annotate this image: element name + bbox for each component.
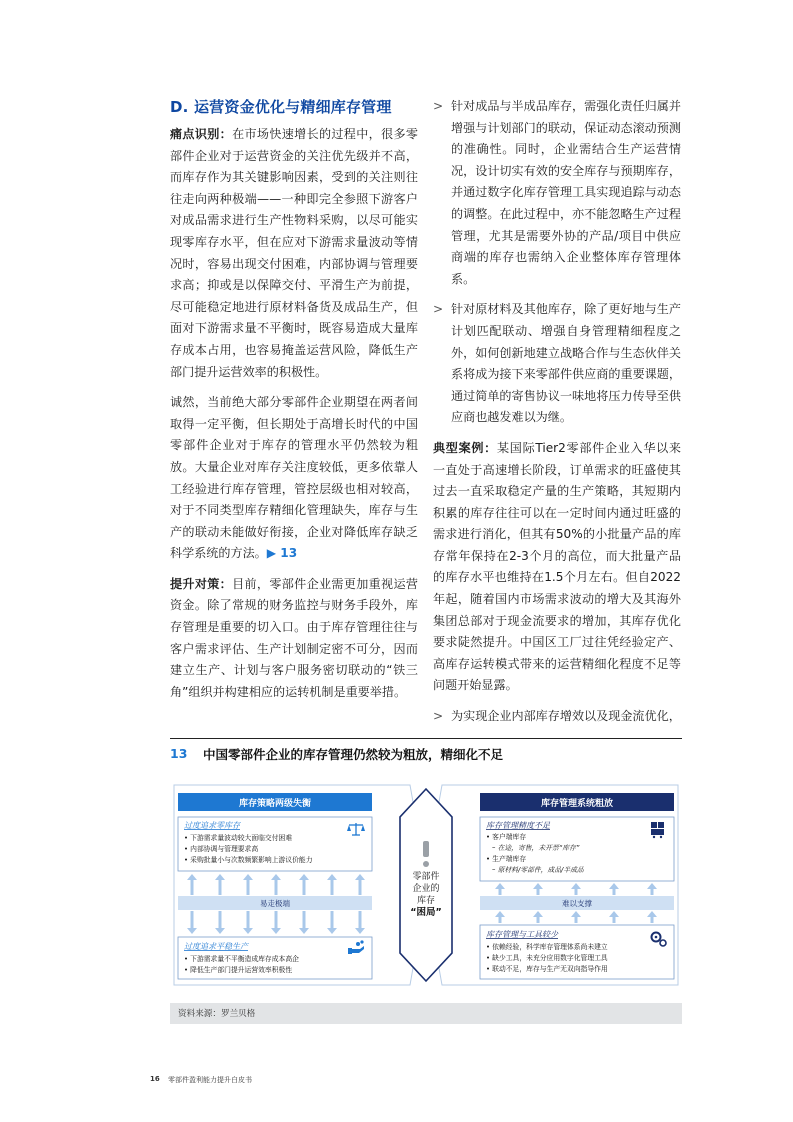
balance-paragraph bbox=[170, 392, 418, 565]
pain-paragraph bbox=[170, 124, 418, 383]
center-emphasis: “困局” bbox=[410, 907, 442, 918]
balance-body: 诚然，当前绝大部分零部件企业期望在两者间取得一定平衡，但长期处于高增长时代的中国零部件企业对于库存的管理水平仍然较为粗放。大量企业对库存关注度较低，更多依靠人工经验进行库存管理，管控层级也相对较高，对于不同类型库存精细化管理缺失，库存与生产的联动未能做好衔接，企业对降低库存缺乏科学系统的方法。 bbox=[170, 395, 418, 561]
exclamation-icon bbox=[423, 841, 429, 867]
up-arrow-icon bbox=[495, 911, 505, 923]
up-arrow-icon bbox=[299, 874, 309, 895]
figure-number: 13 bbox=[170, 746, 188, 761]
bullet-text: 为实现企业内部库存增效以及现金流优化， bbox=[451, 709, 681, 724]
figure-divider bbox=[170, 738, 682, 739]
bullet-marker: > bbox=[433, 709, 444, 724]
up-arrow-icon bbox=[327, 874, 337, 895]
center-line-2: 企业的 bbox=[412, 884, 440, 894]
right-top-title: 库存管理精度不足 bbox=[486, 821, 550, 830]
inventory-dilemma-diagram bbox=[170, 775, 682, 995]
up-arrow-icon bbox=[647, 911, 657, 923]
left-bottom-item-1: • 下游需求量不平衡造成库存成本高企 bbox=[184, 955, 299, 963]
left-top-item-3: • 采购批量小与次数频繁影响上游议价能力 bbox=[184, 856, 313, 864]
up-arrow-icon bbox=[571, 911, 581, 923]
page-number: 16 bbox=[150, 1075, 160, 1083]
bullet-cashflow bbox=[433, 706, 681, 728]
down-arrow-icon bbox=[215, 911, 225, 934]
right-column bbox=[433, 96, 681, 737]
bullet-marker: > bbox=[433, 99, 444, 113]
right-top-sub-2: – 原材料/零部件，成品/半成品 bbox=[492, 866, 584, 874]
up-arrow-icon bbox=[355, 874, 365, 895]
up-arrow-icon bbox=[215, 874, 225, 895]
left-top-item-2: • 内部协调与管理要求高 bbox=[184, 845, 259, 853]
left-bottom-item-2: • 降低生产部门提升运营效率积极性 bbox=[184, 966, 293, 974]
left-down-arrows bbox=[187, 911, 365, 934]
down-arrow-icon bbox=[299, 911, 309, 934]
right-panel bbox=[480, 793, 674, 979]
left-top-title: 过度追求零库存 bbox=[184, 821, 240, 830]
up-arrow-icon bbox=[571, 883, 581, 895]
left-top-item-1: • 下游需求量波动较大面临交付困难 bbox=[184, 834, 293, 842]
up-arrow-icon bbox=[609, 883, 619, 895]
right-middle-label: 难以支撑 bbox=[562, 899, 592, 908]
left-middle-label: 易走极端 bbox=[260, 899, 290, 908]
left-up-arrows bbox=[187, 874, 365, 895]
left-column bbox=[170, 96, 418, 712]
down-arrow-icon bbox=[187, 911, 197, 934]
bullet-raw-material bbox=[433, 299, 681, 429]
down-arrow-icon bbox=[355, 911, 365, 934]
case-lead: 典型案例： bbox=[433, 440, 497, 455]
right-top-group-1: • 客户端库存 bbox=[486, 833, 527, 841]
measure-body: 目前，零部件企业需更加重视运营资金。除了常规的财务监控与财务手段外，库存管理是重要的切入口。由于库存管理往往与客户需求评估、生产计划制定密不可分，因而建立生产、计划与客户服务密切联动的“铁三角”组织并构建相应的运转机制是重要举措。 bbox=[170, 576, 418, 699]
bullet-marker: > bbox=[433, 302, 444, 317]
center-line-1: 零部件 bbox=[412, 872, 440, 882]
right-bottom-item-3: • 联动不足，库存与生产无双向指导作用 bbox=[486, 965, 608, 973]
center-dilemma bbox=[400, 789, 452, 981]
right-top-sub-1: – 在途，寄售，未开票“库存” bbox=[492, 844, 580, 852]
right-header: 库存管理系统粗放 bbox=[540, 799, 614, 809]
figure-title: 中国零部件企业的库存管理仍然较为粗放，精细化不足 bbox=[203, 747, 504, 762]
right-bottom-title: 库存管理与工具较少 bbox=[486, 930, 558, 939]
case-body: 某国际Tier2零部件企业入华以来一直处于高速增长阶段，订单需求的旺盛使其过去一直采取稳定产量的生产策略，其短期内积累的库存往往可以在一定时间内通过旺盛的需求进行消化，但其有50%的小批量产品的库存常年保持在2-3个月的高位，而大批量产品的库存水平也维持在1.5个月左右。但自2022年起，随着国内市场需求波动的增大及其海外集团总部对于现金流要求的增加，其库存优化要求陡然提升。中国区工厂过往凭经验定产、高库存运转模式带来的运营精细化程度不足等问题开始显露。 bbox=[433, 440, 681, 693]
pain-lead: 痛点识别： bbox=[170, 127, 233, 141]
up-arrow-icon bbox=[495, 883, 505, 895]
down-arrow-icon bbox=[271, 911, 281, 934]
up-arrow-icon bbox=[271, 874, 281, 895]
right-top-group-2: • 生产端库存 bbox=[486, 855, 527, 863]
footer-title: 零部件盈利能力提升白皮书 bbox=[168, 1076, 252, 1084]
down-arrow-icon bbox=[327, 911, 337, 934]
up-arrow-icon bbox=[243, 874, 253, 895]
right-bottom-item-2: • 缺少工具，未充分应用数字化管理工具 bbox=[486, 954, 608, 962]
up-arrow-icon bbox=[533, 911, 543, 923]
bullet-finished-goods bbox=[433, 96, 681, 290]
measure-paragraph bbox=[170, 574, 418, 704]
left-bottom-title: 过度追求平稳生产 bbox=[184, 942, 248, 951]
pain-body: 在市场快速增长的过程中，很多零部件企业对于运营资金的关注优先级并不高，而库存作为其关键影响因素，受到的关注则往往走向两种极端——一种即完全参照下游客户对成品需求进行生产性物料采购，以尽可能实现零库存水平，但在应对下游需求量波动等情况时，容易出现交付困难，内部协调与管理要求高；抑或是以保障交付、平滑生产为前提，尽可能稳定地进行原材料备货及成品生产，但面对下游需求量不平衡时，既容易造成大量库存成本占用，也容易掩盖运营风险，降低生产部门提升运营效率的积极性。 bbox=[170, 127, 418, 379]
bullet-text: 针对成品与半成品库存，需强化责任归属并增强与计划部门的联动，保证动态滚动预测的准确性。同时，企业需结合生产运营情况，设计切实有效的安全库存与预期库存，并通过数字化库存管理工具实现追踪与动态的调整。在此过程中，亦不能忽略生产过程管理，尤其是需要外协的产品/项目中供应商端的库存也需纳入企业整体库存管理体系。 bbox=[451, 99, 681, 286]
bullet-text: 针对原材料及其他库存，除了更好地与生产计划匹配联动、增强自身管理精细程度之外，如何创新地建立战略合作与生态伙伴关系将成为接下来零部件供应商的重要课题，通过简单的寄售协议一味地将压力传导至供应商也越发难以为继。 bbox=[451, 302, 681, 425]
left-panel bbox=[178, 793, 372, 979]
source-bar bbox=[170, 1003, 682, 1024]
figure-reference-link[interactable]: ▶ 13 bbox=[266, 546, 298, 561]
measure-lead: 提升对策： bbox=[170, 576, 233, 591]
section-heading: D. 运营资金优化与精细库存管理 bbox=[170, 98, 392, 116]
down-arrow-icon bbox=[243, 911, 253, 934]
left-header: 库存策略两级失衡 bbox=[238, 799, 312, 809]
center-line-3: 库存 bbox=[416, 896, 436, 906]
right-bottom-item-1: • 依赖经验，科学库存管理体系尚未建立 bbox=[486, 943, 608, 951]
up-arrow-icon bbox=[533, 883, 543, 895]
up-arrow-icon bbox=[609, 911, 619, 923]
up-arrow-icon bbox=[647, 883, 657, 895]
source-text: 资料来源：罗兰贝格 bbox=[178, 1009, 256, 1019]
case-paragraph bbox=[433, 438, 681, 697]
up-arrow-icon bbox=[187, 874, 197, 895]
